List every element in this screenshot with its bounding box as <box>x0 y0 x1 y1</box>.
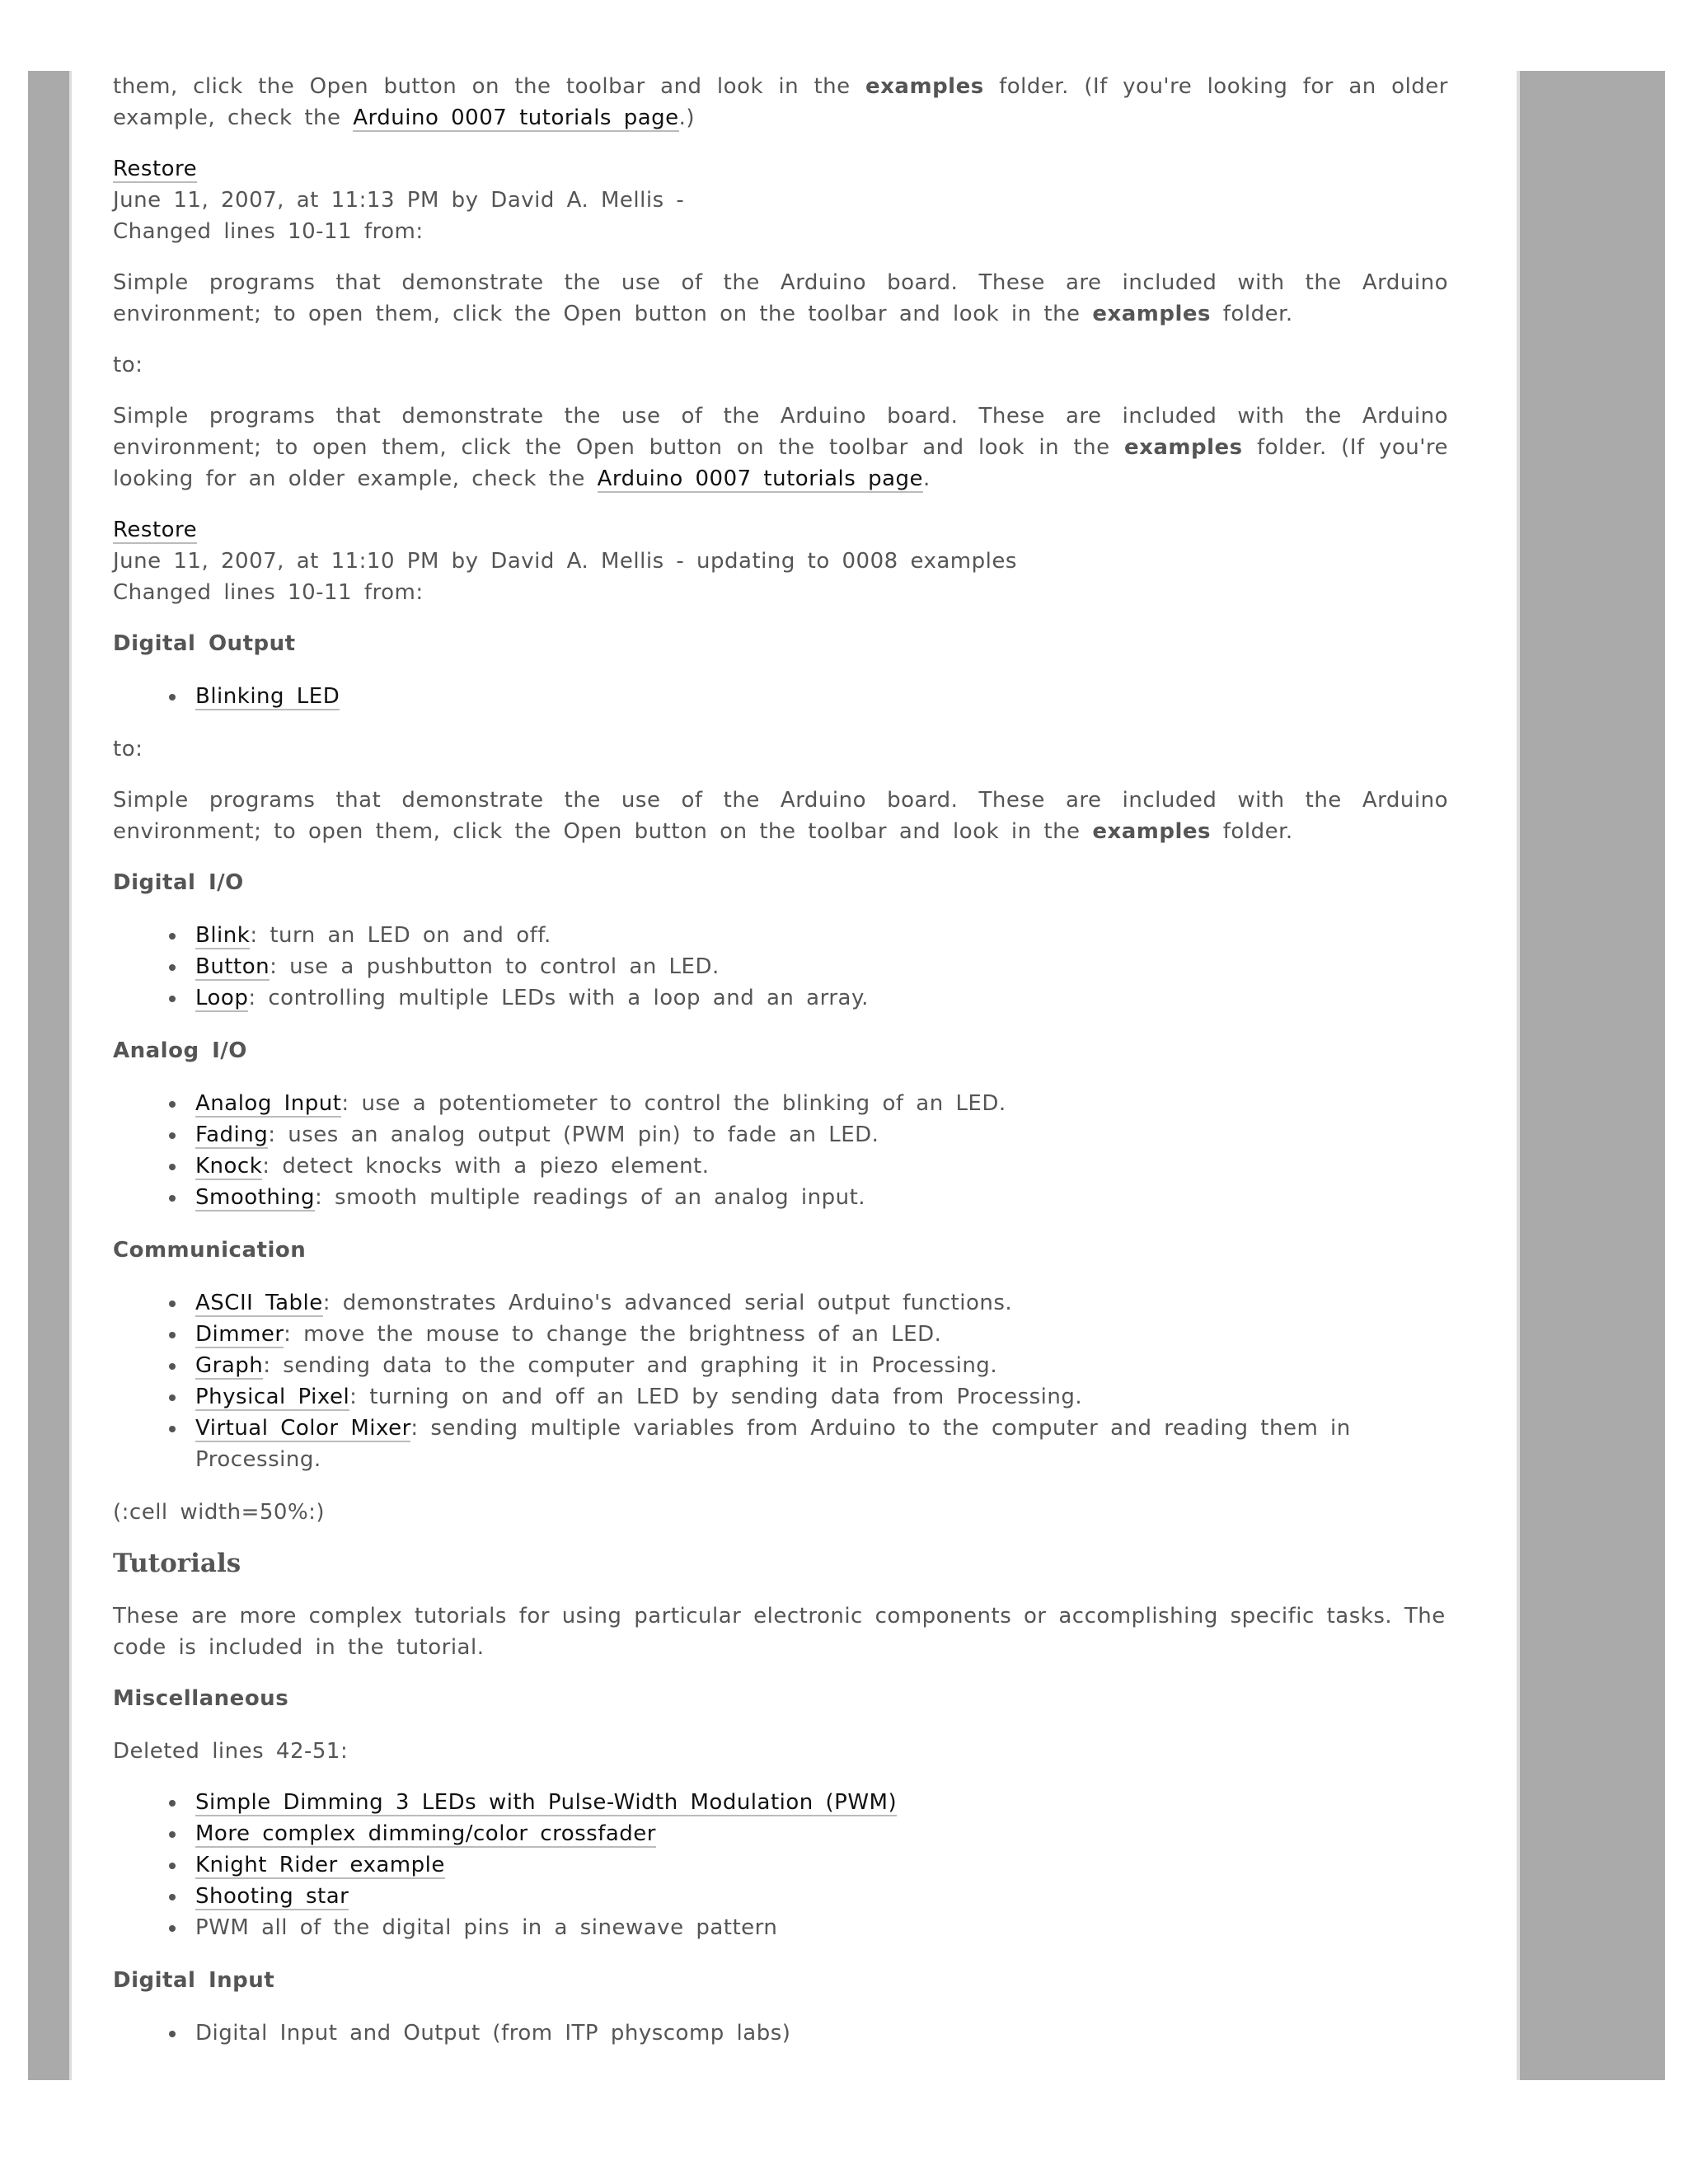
digital-input-heading: Digital Input <box>113 1968 275 1993</box>
digital-input-output-text: Digital Input and Output (from ITP physcomp labs) <box>195 2021 791 2046</box>
analog-io-list <box>113 1088 1448 1213</box>
miscellaneous-heading: Miscellaneous <box>113 1686 289 1711</box>
list-item <box>195 1182 1448 1213</box>
restore-link-1[interactable]: Restore <box>113 157 198 181</box>
miscellaneous-list <box>113 1787 1448 1943</box>
revision-2-changed: Changed lines 10-11 from: <box>113 580 424 605</box>
restore-link-2[interactable]: Restore <box>113 518 198 542</box>
list-item <box>195 681 1448 712</box>
list-item <box>195 2018 1448 2049</box>
knock-link[interactable]: Knock <box>195 1154 263 1179</box>
communication-list <box>113 1287 1448 1475</box>
physical-pixel-link[interactable]: Physical Pixel <box>195 1385 350 1409</box>
rev1-to-text-2: folder. (If you're looking for an older example, check the <box>113 435 1448 491</box>
revision-1-meta <box>113 153 1448 247</box>
pwm-sinewave-text: PWM all of the digital pins in a sinewave pattern <box>195 1915 778 1940</box>
list-item <box>195 1881 1448 1912</box>
rev1-tutorials-link[interactable]: Arduino 0007 tutorials page <box>597 466 924 491</box>
left-sidebar-bar <box>28 71 69 2080</box>
arduino-0007-tutorials-link[interactable]: Arduino 0007 tutorials page <box>353 105 679 130</box>
intro-text-2: folder. (If you're looking for an older example, check the <box>113 74 1448 130</box>
digital-input-list <box>113 2018 1448 2049</box>
digital-io-heading: Digital I/O <box>113 870 244 895</box>
intro-text-3: .) <box>678 105 696 130</box>
deleted-lines-label: Deleted lines 42-51: <box>113 1739 349 1764</box>
item-description: : move the mouse to change the brightness of an LED. <box>284 1322 942 1347</box>
rev1-from-bold: examples <box>1092 302 1212 326</box>
rev2-to-text-2: folder. <box>1211 819 1293 844</box>
rev1-to-bold: examples <box>1123 435 1243 460</box>
rev1-to-text: Simple programs that demonstrate the use of the Arduino board. These are included with the Arduino environment; to open them, click the Open button on the toolbar and look in the <box>113 404 1448 460</box>
analog-io-heading: Analog I/O <box>113 1038 247 1063</box>
revision-1-to-paragraph <box>113 401 1448 494</box>
list-item <box>195 1413 1448 1475</box>
right-sidebar-bar <box>1520 71 1665 2080</box>
revision-2-to-paragraph <box>113 785 1448 847</box>
intro-text: them, click the Open button on the toolbar and look in the <box>113 74 866 99</box>
list-item <box>195 982 1448 1014</box>
graph-link[interactable]: Graph <box>195 1353 264 1378</box>
item-description: : smooth multiple readings of an analog input. <box>315 1185 866 1210</box>
item-description: : turning on and off an LED by sending data from Processing. <box>349 1385 1083 1409</box>
list-item <box>195 1119 1448 1151</box>
button-link[interactable]: Button <box>195 954 270 979</box>
revision-1-date: June 11, 2007, at 11:13 PM by David A. Mellis - <box>113 188 685 213</box>
color-crossfader-link[interactable]: More complex dimming/color crossfader <box>195 1821 656 1846</box>
revision-2-meta <box>113 514 1448 608</box>
item-description: : detect knocks with a piezo element. <box>262 1154 710 1179</box>
list-item <box>195 1381 1448 1413</box>
rev1-from-text-2: folder. <box>1211 302 1293 326</box>
fading-link[interactable]: Fading <box>195 1122 269 1147</box>
left-bar-edge <box>69 71 72 2080</box>
revision-1-changed: Changed lines 10-11 from: <box>113 219 424 244</box>
digital-io-list <box>113 920 1448 1014</box>
item-description: : turn an LED on and off. <box>250 923 551 948</box>
list-item <box>195 951 1448 982</box>
simple-dimming-link[interactable]: Simple Dimming 3 LEDs with Pulse-Width Modulation (PWM) <box>195 1790 898 1815</box>
revision-2-to-label: to: <box>113 737 143 762</box>
item-description: : use a pushbutton to control an LED. <box>270 954 720 979</box>
list-item <box>195 1849 1448 1881</box>
item-description: : controlling multiple LEDs with a loop and an array. <box>248 986 869 1010</box>
dimmer-link[interactable]: Dimmer <box>195 1322 284 1347</box>
list-item <box>195 1350 1448 1381</box>
list-item <box>195 1088 1448 1119</box>
cell-width-markup: (:cell width=50%:) <box>113 1500 326 1525</box>
item-description: : sending multiple variables from Arduino to the computer and reading them in Processing. <box>195 1416 1351 1472</box>
intro-paragraph <box>113 71 1448 134</box>
analog-input-link[interactable]: Analog Input <box>195 1091 342 1116</box>
tutorials-description: These are more complex tutorials for using particular electronic components or accomplishing specific tasks. The code is included in the tutorial. <box>113 1604 1446 1660</box>
item-description: : use a potentiometer to control the blinking of an LED. <box>341 1091 1006 1116</box>
list-item <box>195 1319 1448 1350</box>
list-item <box>195 1787 1448 1818</box>
digital-output-list <box>113 681 1448 712</box>
list-item <box>195 1287 1448 1319</box>
ascii-table-link[interactable]: ASCII Table <box>195 1291 323 1315</box>
list-item <box>195 1151 1448 1182</box>
virtual-color-mixer-link[interactable]: Virtual Color Mixer <box>195 1416 411 1441</box>
shooting-star-link[interactable]: Shooting star <box>195 1884 349 1909</box>
item-description: : uses an analog output (PWM pin) to fade an LED. <box>268 1122 879 1147</box>
rev2-to-bold: examples <box>1092 819 1212 844</box>
blink-link[interactable]: Blink <box>195 923 251 948</box>
revision-2-date: June 11, 2007, at 11:10 PM by David A. Mellis - updating to 0008 examples <box>113 549 1017 574</box>
item-description: : demonstrates Arduino's advanced serial output functions. <box>322 1291 1013 1315</box>
revision-1-to-label: to: <box>113 353 143 377</box>
revision-1-from-paragraph <box>113 267 1448 330</box>
knight-rider-link[interactable]: Knight Rider example <box>195 1853 445 1877</box>
loop-link[interactable]: Loop <box>195 986 249 1010</box>
blinking-led-link[interactable]: Blinking LED <box>195 684 340 709</box>
intro-bold: examples <box>865 74 984 99</box>
item-description: : sending data to the computer and graphing it in Processing. <box>263 1353 998 1378</box>
rev1-to-text-3: . <box>923 466 931 491</box>
page-history-content <box>113 71 1448 2070</box>
communication-heading: Communication <box>113 1238 307 1263</box>
tutorials-title: Tutorials <box>113 1549 241 1578</box>
rev1-from-text: Simple programs that demonstrate the use of the Arduino board. These are included with the Arduino environment; to open them, click the Open button on the toolbar and look in the <box>113 270 1448 326</box>
list-item <box>195 920 1448 951</box>
list-item <box>195 1912 1448 1943</box>
rev2-to-text: Simple programs that demonstrate the use of the Arduino board. These are included with the Arduino environment; to open them, click the Open button on the toolbar and look in the <box>113 788 1448 844</box>
digital-output-heading: Digital Output <box>113 631 296 656</box>
list-item <box>195 1818 1448 1849</box>
smoothing-link[interactable]: Smoothing <box>195 1185 316 1210</box>
